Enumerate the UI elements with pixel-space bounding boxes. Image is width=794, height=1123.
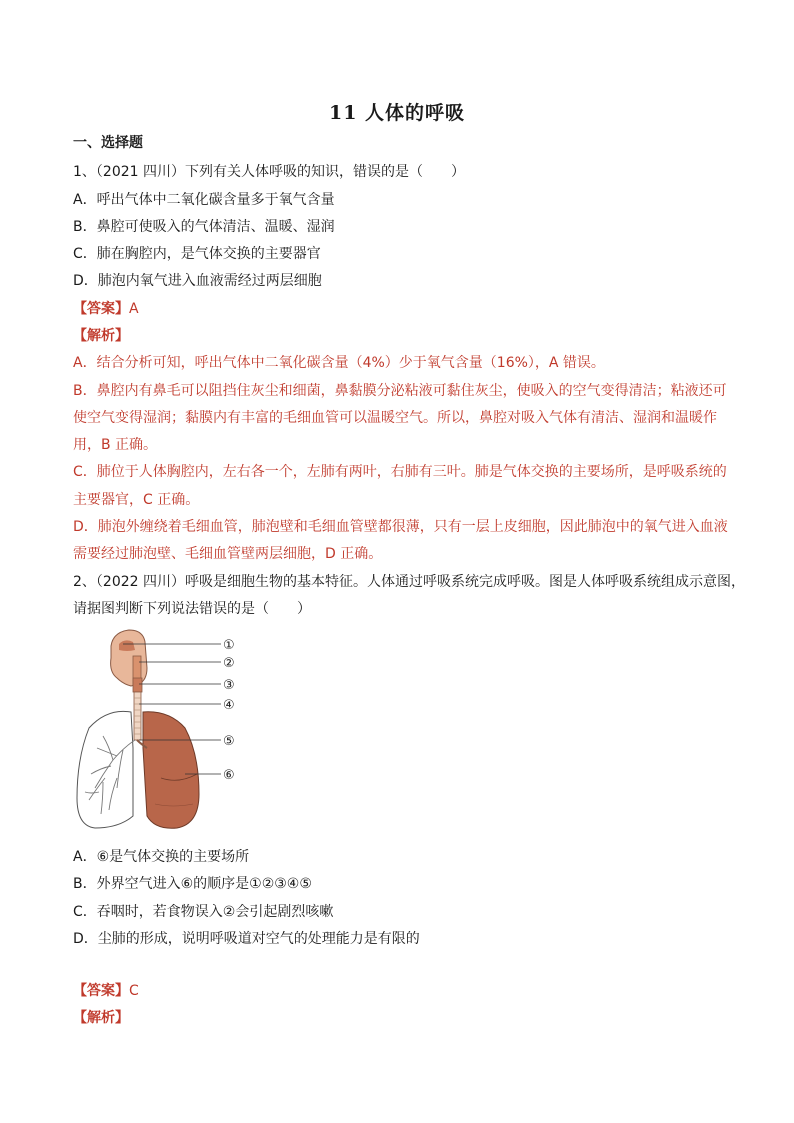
q1-analysis-line: 用，B 正确。 [73,437,158,453]
q1-option-a: A．呼出气体中二氧化碳含量多于氧气含量 [73,192,335,208]
figure-label-1: ① [223,638,235,653]
figure-label-4: ④ [223,698,235,713]
figure-label-2: ② [223,656,235,671]
q1-answer-tag: 【答案】 [73,301,129,317]
q2-option-c: C．吞咽时，若食物误入②会引起剧烈咳嗽 [73,904,334,920]
respiratory-system-diagram [73,628,253,834]
q1-answer [73,299,733,319]
q1-answer-value: A [129,301,139,317]
q2-analysis-tag: 【解析】 [73,1010,129,1026]
q2-answer [73,981,733,1001]
q1-stem: 1、（2021 四川）下列有关人体呼吸的知识，错误的是（ ） [73,164,465,180]
q1-analysis-line: C．肺位于人体胸腔内，左右各一个，左肺有两叶，右肺有三叶。肺是气体交换的主要场所，是呼吸系统的 [73,464,727,480]
respiratory-system-figure [73,628,253,834]
figure-label-3: ③ [223,678,235,693]
q1-analysis-tag: 【解析】 [73,328,129,344]
q1-option-b: B．鼻腔可使吸入的气体清洁、温暖、湿润 [73,219,335,235]
q1-analysis-line: 需要经过肺泡壁、毛细血管壁两层细胞，D 正确。 [73,546,383,562]
q2-answer-value: C [129,983,139,999]
figure-label-5: ⑤ [223,734,235,749]
left-lung-outline [77,711,133,828]
q1-analysis-line: A．结合分析可知，呼出气体中二氧化碳含量（4%）少于氧气含量（16%），A 错误。 [73,355,605,371]
right-lung-shape [143,712,199,828]
q2-answer-tag: 【答案】 [73,983,129,999]
q1-option-c: C．肺在胸腔内，是气体交换的主要器官 [73,246,321,262]
head-shape [111,630,147,686]
q1-analysis-line: 主要器官，C 正确。 [73,492,200,508]
q2-option-b: B．外界空气进入⑥的顺序是①②③④⑤ [73,876,312,892]
q2-stem-line: 2、（2022 四川）呼吸是细胞生物的基本特征。人体通过呼吸系统完成呼吸。图是人体呼吸系统组成示意图， [73,574,745,590]
q2-option-a: A．⑥是气体交换的主要场所 [73,849,250,865]
q1-analysis-line: B．鼻腔内有鼻毛可以阻挡住灰尘和细菌，鼻黏膜分泌粘液可黏住灰尘，使吸入的空气变得清洁；粘液还可 [73,383,727,399]
q2-option-d: D．尘肺的形成，说明呼吸道对空气的处理能力是有限的 [73,931,420,947]
q1-analysis-line: D．肺泡外缠绕着毛细血管，肺泡壁和毛细血管壁都很薄，只有一层上皮细胞，因此肺泡中的氧气进入血液 [73,519,728,535]
q1-option-d: D．肺泡内氧气进入血液需经过两层细胞 [73,273,322,289]
q1-analysis-line: 使空气变得湿润；黏膜内有丰富的毛细血管可以温暖空气。所以，鼻腔对吸入气体有清洁、湿润和温暖作 [73,410,717,426]
figure-label-6: ⑥ [223,768,235,783]
section-heading: 一、选择题 [73,135,143,151]
larynx-shape [133,678,142,692]
page-title: 11 人体的呼吸 [328,102,466,124]
q2-stem-line: 请据图判断下列说法错误的是（ ） [73,601,311,617]
